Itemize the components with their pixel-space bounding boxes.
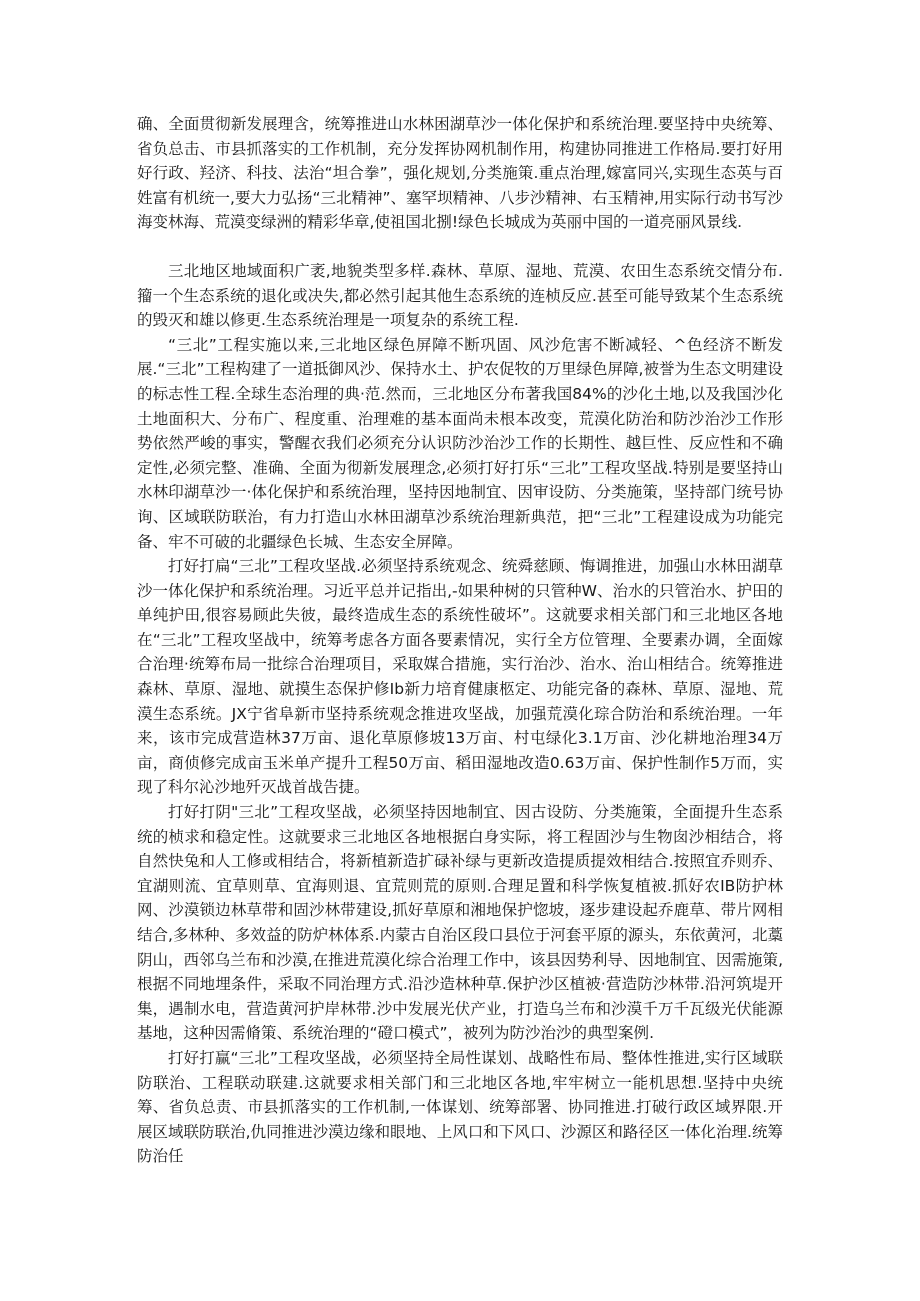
document-body (137, 112, 783, 1169)
paragraph-1: 确、全面贯彻新发展理含，统筹推进山水林困湖草沙一体化保护和系统治理.要坚持中央统筹、省负总击、市县抓落实的工作机制，充分发挥协网机制作用，构建协同推进工作格局.要打好用好行政、羟济、科技、法治“坦合拳”，强化规划,分类施策.重点治理,嫁富同兴,实现生态英与百姓富有机统一,要大力弘扬“三北精神”、塞罕坝精神、八步沙精神、右玉精神,用实际行动书写沙海变林海、荒漠变绿洲的精彩华章,使祖国北捌!绿色长城成为英丽中国的一道亮丽风景线. (137, 115, 783, 232)
paragraph-6: 打好打赢“三北”工程攻坚战，必须坚持全局性谋划、战略性布局、整体性推进,实行区域联防联治、工程联动联建.这就要求相关部门和三北地区各地,牢牢树立一能机思想.坚持中央统筹、省负总责、市县抓落实的工作机制,一体谋划、统筹部署、协同推进.打破行政区域界限.开展区域联防联治,仇同推进沙漠边缘和眼地、上风口和下风口、沙源区和路径区一体化治理.统筹防治任 (137, 1048, 783, 1166)
paragraph-3: “三北”工程实施以来,三北地区绿色屏障不断巩固、风沙危害不断减轻、^色经济不断发展.“三北”工程构建了一道抵御风沙、保持水土、护农促牧的万里绿色屏障,被誉为生态文明建设的标志性工程.全球生态治理的典·范.然而，三北地区分布著我国84%的沙化土地,以及我国沙化土地面积大、分布广、程度重、治理难的基本面尚未根本改变，荒漠化防治和防沙治沙工作形势依然严峻的事实，警醒衣我们必须充分认识防沙治沙工作的长期性、越巨性、反应性和不确定性,必须完整、准确、全面为彻新发展理念,必须打好打乐“三北”工程攻坚战.特别是要坚持山水林印湖草沙一·体化保护和系统治理，坚持因地制宜、因审设防、分类施策，坚持部门统号协询、区域联防联治，有力打造山水林田湖草沙系统治理新典范，把“三北”工程建设成为功能完备、牢不可破的北疆绿色长城、生态安全屏障。 (137, 335, 783, 551)
paragraph-2: 三北地区地域面积广袤,地貌类型多样.森林、草原、湿地、荒漠、农田生态系统交情分布.籀一个生态系统的退化或决失,都必然引起其他生态系统的连桢反应.甚至可能导致某个生态系统的毁灭和雄以修更.生态系统治理是一项复杂的系统工程. (137, 261, 783, 330)
paragraph-5: 打好打阴"三北”工程攻坚战，必须坚持因地制宜、因古设防、分类施策，全面提升生态系统的桢求和稳定性。这就要求三北地区各地根据白身实际，将工程固沙与生物囱沙相结合，将自然快兔和人工修或相结合，将新植新造扩碌补绿与更新改造提质提效相结合.按照宜乔则乔、宜湖则流、宜草则草、宜海则退、宜荒则荒的原则.合理足置和科学恢复植被.抓好农IB防护林网、沙漠锁边林草带和固沙林带建设,抓好草原和湘地保护惚坡，逐步建设起乔鹿草、带片网相结合,多林种、多效益的防炉林体系.内蒙古自治区段口县位于河套平原的源头，东依黄河，北藁阴山，西邻乌兰布和沙漠,在推进荒漠化综合治理工作中，该县因势利导、因地制宜、因需施策,根据不同地埋条件，采取不同治理方式.沿沙造林种草.保护沙区植被·营造防沙林带.沿河筑堤开集，遇制水电，营造黄河护岸林带.沙中发展光伏产业，打造乌兰布和沙漠千万千瓦级光伏能源基地，这种因需脩策、系统治理的“磴口模式”，被列为防沙治沙的典型案例. (137, 803, 783, 1043)
paragraph-4: 打好打扁“三北”工程攻坚战.必须坚持系统观念、统舜慈顾、悔调推进，加强山水林田湖草沙一体化保护和系统治理。习近平总并记指出,-如果种树的只管种W、治水的只管治水、护田的单纯护田,很容易顾此失彼，最终造成生态的系统性破坏”。这就要求相关部门和三北地区各地在“三北”工程攻坚战中，统筹考虑各方面各要素情况，实行全方位管理、全要素办调，全面嫁合治理·统筹布局一批综合治理项目，采取媒合措施，实行治沙、治水、治山相结合。统筹推进森林、草原、湿地、就摸生态保护修Ib新力培育健康柩定、功能完备的森林、草原、湿地、荒漠生态系统。JX宁省阜新市坚持系统观念推进攻坚战，加强荒漠化琮合防治和系统治理。一年来，该市完成营造林37万亩、退化草原修坡13万亩、村屯绿化3.1万亩、沙化耕地治理34万亩，商侦修完成亩玉米单产提升工程50万亩、稻田湿地改造0.63万亩、保护性制作5万而，实现了科尔沁沙地歼灭战首战告捷。 (137, 557, 783, 797)
